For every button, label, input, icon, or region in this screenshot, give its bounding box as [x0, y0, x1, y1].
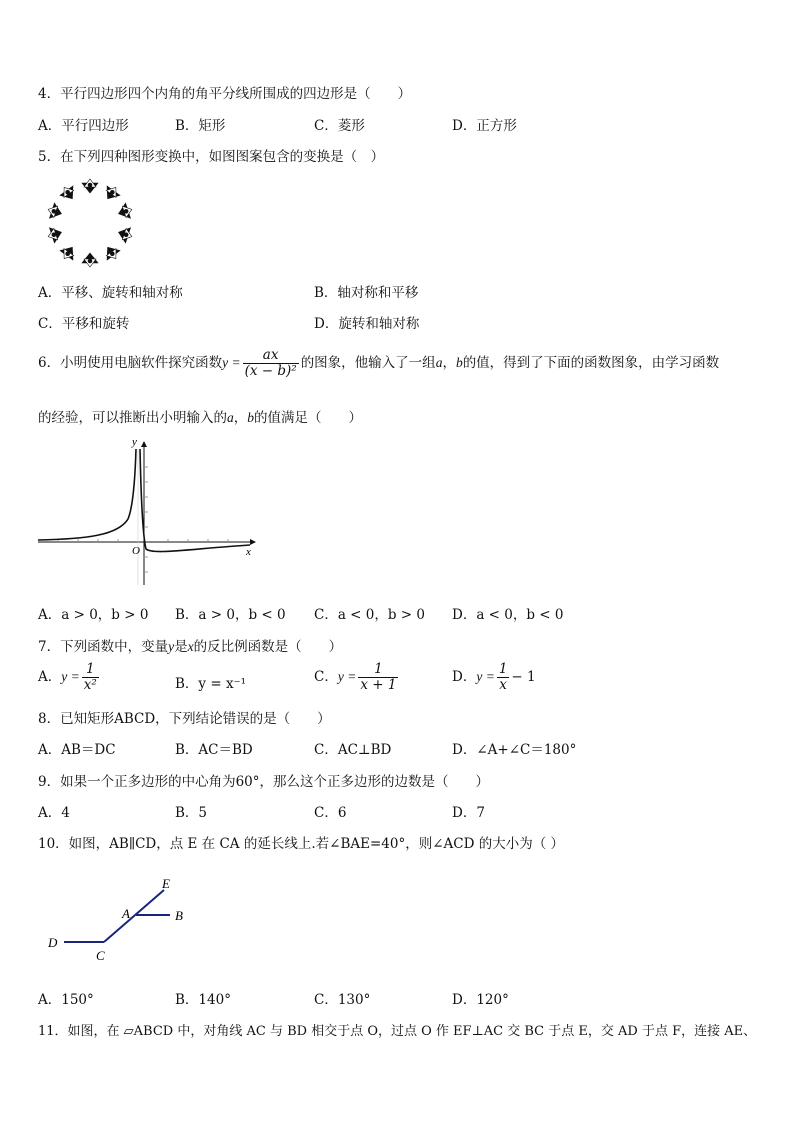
- q7-option-a-den: x²: [83, 677, 97, 693]
- q7-var-y: y: [168, 639, 175, 654]
- q7-stem-part1: 7．下列函数中，变量: [38, 639, 169, 655]
- q9-option-c[interactable]: C．6: [314, 805, 347, 821]
- q6-stem-part2: 的图象，他输入了一组: [300, 355, 436, 371]
- q6-var-a: a: [435, 355, 443, 370]
- graph-origin-label: O: [132, 545, 140, 557]
- q10-option-d[interactable]: D．120°: [452, 992, 509, 1008]
- q7-option-a-prefix: A．: [38, 669, 62, 685]
- q7-stem: [38, 635, 342, 655]
- q6-formula-denominator: (x − b)²: [244, 363, 297, 379]
- q9-stem: 9．如果一个正多边形的中心角为60°，那么这个正多边形的边数是（ ）: [38, 774, 490, 790]
- q8-stem: 8．已知矩形ABCD，下列结论错误的是（ ）: [38, 711, 331, 727]
- q7-option-c-lhs: y =: [337, 669, 357, 684]
- q7-option-a-fraction: [82, 662, 99, 693]
- q6-option-d[interactable]: D．a < 0，b < 0: [452, 607, 564, 623]
- q7-option-c-num: 1: [358, 662, 398, 678]
- q7-option-c-den: x + 1: [360, 677, 397, 693]
- label-e: E: [162, 876, 170, 891]
- q10-option-b[interactable]: B．140°: [175, 992, 231, 1008]
- label-c: C: [96, 948, 105, 962]
- q6-option-b[interactable]: B．a > 0，b < 0: [175, 607, 286, 623]
- q6-option-c[interactable]: C．a < 0，b > 0: [314, 607, 425, 623]
- q8-option-a[interactable]: A．AB＝DC: [38, 742, 116, 758]
- q4-option-d[interactable]: D．正方形: [452, 118, 517, 134]
- q7-option-d-prefix: D．: [452, 669, 477, 685]
- q7-option-d[interactable]: [452, 662, 536, 693]
- q4-option-a[interactable]: A．平行四边形: [38, 118, 129, 134]
- q7-stem-part3: 的反比例函数是（ ）: [193, 639, 343, 655]
- q7-option-b[interactable]: B．y = x⁻¹: [175, 676, 247, 692]
- q7-stem-part2: 是: [174, 639, 188, 655]
- q6-stem-part1: 6．小明使用电脑软件探究函数: [38, 355, 223, 371]
- q8-option-c[interactable]: C．AC⊥BD: [314, 742, 392, 758]
- y-axis-arrow-icon: [141, 441, 147, 447]
- q4-option-b[interactable]: B．矩形: [175, 118, 226, 134]
- q11-stem: 11．如图，在 ▱ABCD 中，对角线 AC 与 BD 相交于点 O，过点 O 作 EF⊥AC 交 BC 于点 E，交 AD 于点 F，连接 AE、: [38, 1024, 757, 1039]
- q4-option-c[interactable]: C．菱形: [314, 118, 365, 134]
- q6-formula-fraction: [243, 348, 299, 379]
- q7-option-d-den: x: [499, 677, 507, 693]
- q9-option-b[interactable]: B．5: [175, 805, 208, 821]
- q7-option-a[interactable]: [38, 662, 101, 693]
- label-b: B: [175, 908, 183, 923]
- q7-option-d-fraction: [497, 662, 510, 693]
- q7-var-x: x: [187, 639, 194, 654]
- q5-stem: 5．在下列四种图形变换中，如图图案包含的变换是（ ）: [38, 149, 385, 165]
- q5-option-d[interactable]: D．旋转和轴对称: [314, 316, 420, 332]
- q10-option-a[interactable]: A．150°: [38, 992, 94, 1008]
- q6-sep: ，: [442, 355, 456, 371]
- pattern-motif: [82, 179, 98, 193]
- q6-stem-part5: 的值满足（ ）: [254, 410, 362, 426]
- q8-option-b[interactable]: B．AC＝BD: [175, 742, 253, 758]
- q5-option-c[interactable]: C．平移和旋转: [38, 316, 130, 332]
- q6-var-b-2: b: [247, 410, 254, 425]
- q6-stem-line1: [38, 348, 719, 379]
- q6-stem-line2: [38, 406, 362, 426]
- q6-function-graph: [38, 437, 260, 587]
- q8-option-d[interactable]: D．∠A+∠C＝180°: [452, 742, 577, 758]
- q7-option-d-lhs: y =: [476, 669, 495, 684]
- q5-option-a[interactable]: A．平移、旋转和轴对称: [38, 285, 183, 301]
- q7-option-c-fraction: [358, 662, 398, 693]
- rotation-pattern-figure: [38, 176, 142, 270]
- label-d: D: [48, 935, 58, 950]
- x-axis-arrow-icon: [250, 539, 256, 545]
- graph-x-label: x: [246, 546, 251, 558]
- q10-option-c[interactable]: C．130°: [314, 992, 371, 1008]
- q10-stem: 10．如图，AB∥CD，点 E 在 CA 的延长线上.若∠BAE=40°，则∠ACD 的大小为（ ）: [38, 836, 564, 852]
- q7-option-a-lhs: y =: [61, 669, 80, 684]
- q6-var-a-2: a: [227, 410, 234, 425]
- q6-option-a[interactable]: A．a > 0，b > 0: [38, 607, 149, 623]
- q6-var-b: b: [455, 355, 463, 370]
- q6-sep-2: ，: [233, 410, 248, 426]
- q7-option-d-tail: − 1: [511, 669, 536, 685]
- q7-option-c[interactable]: [314, 662, 400, 693]
- q6-stem-part4: 的经验，可以推断出小明输入的: [38, 410, 227, 426]
- q10-parallel-lines-figure: [44, 872, 204, 962]
- q9-option-d[interactable]: D．7: [452, 805, 485, 821]
- curve-left-branch: [38, 449, 136, 540]
- q4-stem: 4．平行四边形四个内角的角平分线所围成的四边形是（ ）: [38, 86, 412, 102]
- q5-option-b[interactable]: B．轴对称和平移: [314, 285, 419, 301]
- curve-right-branch: [140, 449, 250, 552]
- q6-formula-numerator: ax: [243, 348, 299, 364]
- q6-formula-lhs: y =: [222, 355, 241, 370]
- q6-stem-part3: 的值，得到了下面的函数图象，由学习函数: [462, 355, 720, 371]
- graph-y-label: y: [132, 437, 137, 448]
- q9-option-a[interactable]: A．4: [38, 805, 70, 821]
- label-a: A: [122, 906, 130, 921]
- q7-option-a-num: 1: [82, 662, 99, 678]
- q7-option-c-prefix: C．: [314, 669, 338, 685]
- q7-option-d-num: 1: [498, 661, 508, 677]
